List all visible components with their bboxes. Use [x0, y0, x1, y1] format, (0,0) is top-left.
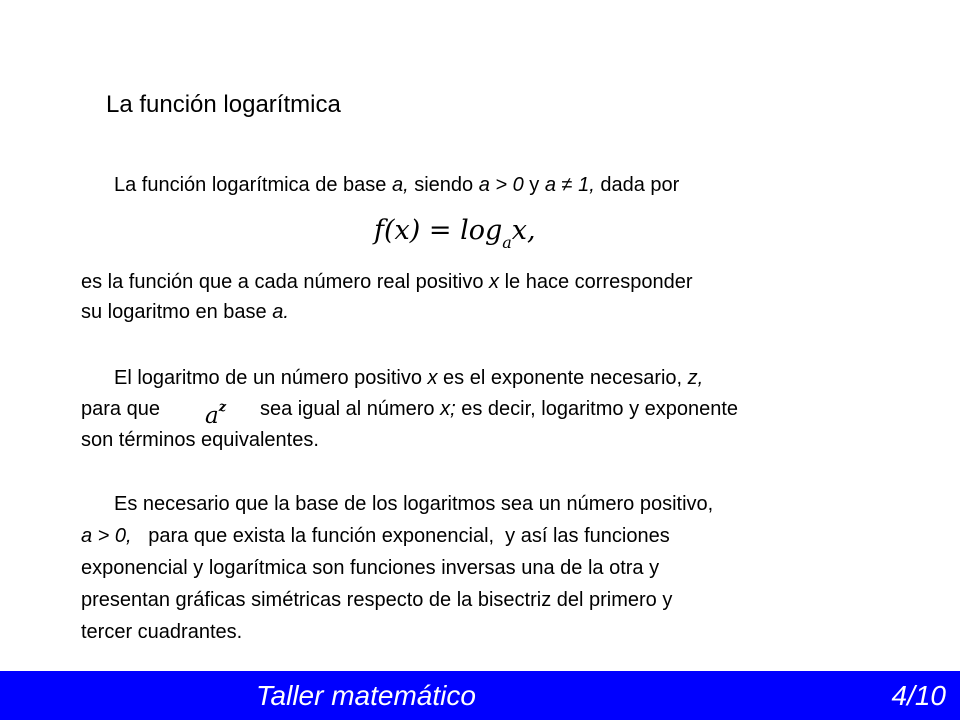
para1-line2	[81, 298, 289, 326]
para1-var-x: x	[489, 271, 500, 293]
intro-cond-1: a > 0	[478, 174, 524, 196]
para2-line2-end	[260, 395, 738, 423]
az-exponent: z	[218, 400, 227, 415]
para2-var-x2: x;	[440, 398, 456, 420]
intro-text-1: La función logarítmica de base	[114, 174, 392, 196]
para1-text-c: su logaritmo en base	[81, 301, 273, 323]
para2-text-e: es decir, logaritmo y exponente	[455, 398, 739, 420]
formula-base: a	[502, 233, 512, 252]
intro-text-3: y	[523, 174, 545, 196]
intro-line	[114, 171, 679, 199]
log-formula	[374, 211, 536, 263]
para3-line5: tercer cuadrantes.	[81, 621, 243, 643]
para2-line1	[114, 364, 703, 392]
para3-line4: presentan gráficas simétricas respecto de la bisectriz del primero y	[81, 589, 673, 611]
para2-text-b: es el exponente necesario,	[437, 367, 688, 389]
footer-title: Taller matemático	[256, 680, 476, 711]
para3-text-b: para que exista la función exponencial, y así las funciones	[131, 525, 670, 547]
a-power-z-image	[205, 394, 226, 430]
page-number: 4/10	[891, 680, 946, 711]
para3-line1: Es necesario que la base de los logaritmos sea un número positivo,	[114, 493, 714, 515]
para3-line2	[81, 522, 670, 550]
footer-bar	[0, 671, 960, 720]
intro-text-2: siendo	[408, 174, 479, 196]
intro-cond-2: a ≠ 1,	[544, 174, 595, 196]
para2-line3: son términos equivalentes.	[81, 429, 319, 451]
para2-text-a: El logaritmo de un número positivo	[114, 367, 428, 389]
intro-var-a: a,	[391, 174, 409, 196]
formula-lhs: f(x) = log	[374, 215, 503, 246]
para2-line2-start	[81, 395, 160, 423]
para2-text-c: para que	[81, 398, 160, 420]
para2-text-d: sea igual al número	[260, 398, 441, 420]
slide-title: La función logarítmica	[106, 91, 341, 118]
intro-text-4: dada por	[594, 174, 680, 196]
para1-var-a: a.	[272, 301, 289, 323]
para1-text-a: es la función que a cada número real positivo	[81, 271, 490, 293]
para3-line3: exponencial y logarítmica son funciones inversas una de la otra y	[81, 557, 660, 579]
para2-var-x: x	[427, 367, 438, 389]
para1-text-b: le hace corresponder	[499, 271, 693, 293]
para1-line1	[81, 268, 692, 296]
az-base: a	[205, 403, 219, 429]
para3-cond: a > 0,	[81, 525, 132, 547]
formula-rhs: x,	[511, 215, 536, 246]
para2-var-z: z,	[687, 367, 704, 389]
